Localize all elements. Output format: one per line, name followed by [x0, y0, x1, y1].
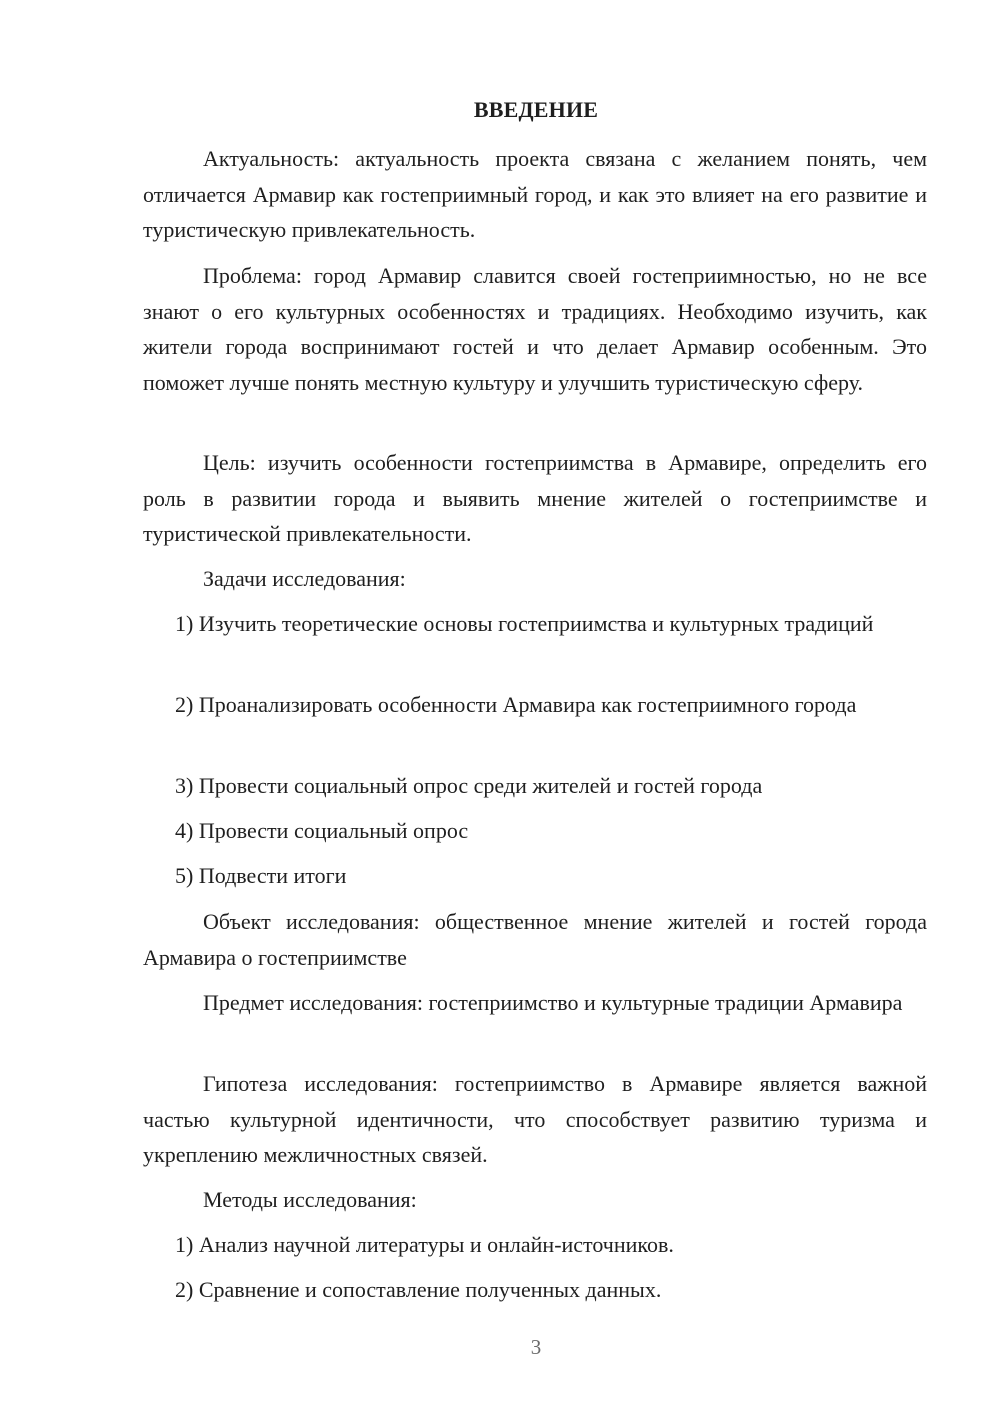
task-item-3: 3) Провести социальный опрос среди жителей и гостей города — [175, 773, 763, 798]
task-item-5: 5) Подвести итоги — [175, 863, 347, 888]
paragraph-object: Объект исследования: общественное мнение жителей и гостей города Армавира о гостеприимстве — [143, 909, 927, 970]
task-item-4: 4) Провести социальный опрос — [175, 818, 469, 843]
section-title: ВВЕДЕНИЕ — [473, 97, 599, 122]
paragraph-hypothesis: Гипотеза исследования: гостеприимство в Армавире является важной частью культурной идентичности, что способствует развитию туризма и укреплению межличностных связей. — [143, 1071, 927, 1168]
paragraph-subject: Предмет исследования: гостеприимство и культурные традиции Армавира — [203, 990, 903, 1015]
tasks-heading: Задачи исследования: — [203, 566, 406, 591]
task-item-1: 1) Изучить теоретические основы гостеприимства и культурных традиций — [175, 611, 874, 636]
page-number: 3 — [530, 1335, 542, 1359]
method-item-2: 2) Сравнение и сопоставление полученных данных. — [175, 1277, 662, 1302]
method-item-1: 1) Анализ научной литературы и онлайн-источников. — [175, 1232, 674, 1257]
paragraph-goal: Цель: изучить особенности гостеприимства в Армавире, определить его роль в развитии города и выявить мнение жителей о гостеприимстве и туристической привлекательности. — [143, 450, 927, 547]
paragraph-problem: Проблема: город Армавир славится своей гостеприимностью, но не все знают о его культурных особенностях и традициях. Необходимо изучить, как жители города воспринимают гостей и что делает Армавир особенным. Это поможет лучше понять местную культуру и улучшить туристическую сферу. — [143, 263, 927, 396]
task-item-2: 2) Проанализировать особенности Армавира как гостеприимного города — [175, 692, 857, 717]
methods-heading: Методы исследования: — [203, 1187, 417, 1212]
paragraph-relevance: Актуальность: актуальность проекта связана с желанием понять, чем отличается Армавир как гостеприимный город, и как это влияет на его развитие и туристическую привлекательность. — [143, 146, 927, 243]
